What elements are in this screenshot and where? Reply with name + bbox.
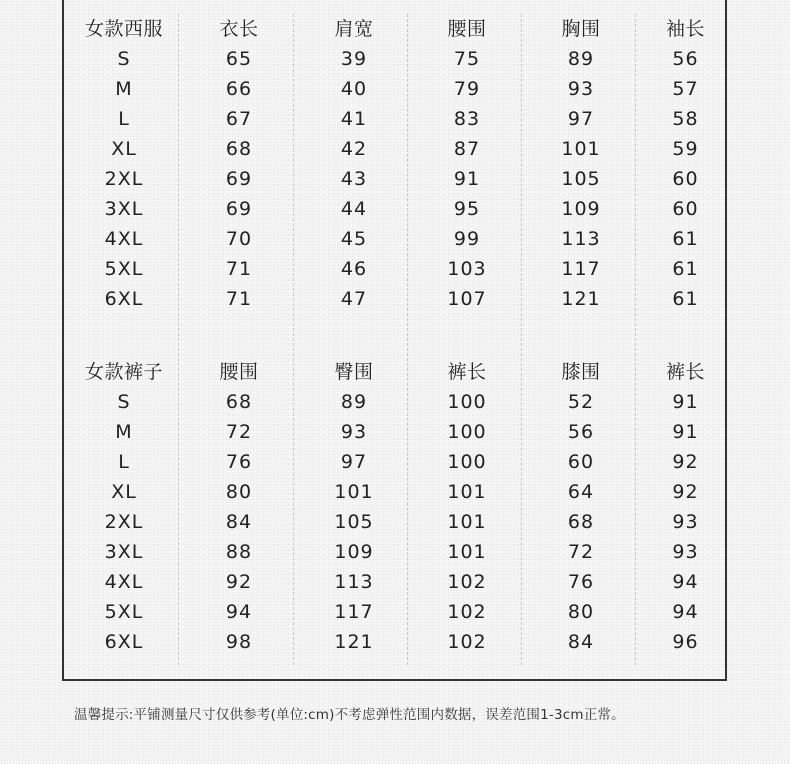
- pants-size-label: 2XL: [104, 511, 144, 533]
- pants-measure-cell: 101: [447, 481, 487, 503]
- jacket-measure-cell: 45: [340, 228, 368, 250]
- pants-table-row: [64, 387, 729, 417]
- jacket-measure-cell: 43: [340, 168, 368, 190]
- jacket-measure-cell: 71: [225, 258, 253, 280]
- jacket-measure-cell: 93: [567, 78, 595, 100]
- pants-header-cell: 膝围: [561, 361, 601, 383]
- jacket-measure-cell: 121: [561, 288, 601, 310]
- pants-measure-cell: 88: [225, 541, 253, 563]
- jacket-measure-cell: 83: [453, 108, 481, 130]
- pants-measure-cell: 80: [567, 601, 595, 623]
- pants-table-row: [64, 567, 729, 597]
- jacket-measure-cell: 70: [225, 228, 253, 250]
- jacket-measure-cell: 89: [567, 48, 595, 70]
- pants-measure-cell: 92: [672, 481, 699, 503]
- pants-measure-cell: 93: [672, 541, 699, 563]
- pants-measure-cell: 98: [225, 631, 253, 653]
- jacket-size-label: M: [115, 78, 133, 100]
- jacket-measure-cell: 67: [225, 108, 253, 130]
- pants-measure-cell: 80: [225, 481, 253, 503]
- jacket-measure-cell: 97: [567, 108, 595, 130]
- jacket-measure-cell: 39: [340, 48, 368, 70]
- jacket-header-cell: 肩宽: [334, 18, 374, 40]
- pants-header-cell: 腰围: [219, 361, 259, 383]
- pants-measure-cell: 102: [447, 571, 487, 593]
- jacket-header-row: [64, 14, 729, 44]
- pants-measure-cell: 94: [672, 601, 699, 623]
- pants-measure-cell: 101: [334, 481, 374, 503]
- pants-measure-cell: 100: [447, 421, 487, 443]
- pants-measure-cell: 102: [447, 631, 487, 653]
- pants-table-row: [64, 477, 729, 507]
- pants-measure-cell: 52: [567, 391, 595, 413]
- pants-measure-cell: 97: [340, 451, 368, 473]
- jacket-measure-cell: 105: [561, 168, 601, 190]
- jacket-measure-cell: 95: [453, 198, 481, 220]
- pants-measure-cell: 56: [567, 421, 595, 443]
- pants-header-row: [64, 357, 729, 387]
- pants-size-label: 3XL: [104, 541, 144, 563]
- pants-measure-cell: 91: [672, 391, 699, 413]
- pants-measure-cell: 89: [340, 391, 368, 413]
- jacket-size-label: S: [117, 48, 131, 70]
- pants-size-label: L: [118, 451, 130, 473]
- jacket-header-cell: 腰围: [447, 18, 487, 40]
- pants-size-label: M: [115, 421, 133, 443]
- jacket-header-cell: 胸围: [561, 18, 601, 40]
- jacket-size-label: 6XL: [104, 288, 144, 310]
- jacket-table-row: [64, 254, 729, 284]
- jacket-table-row: [64, 134, 729, 164]
- pants-measure-cell: 68: [567, 511, 595, 533]
- pants-measure-cell: 93: [340, 421, 368, 443]
- jacket-measure-cell: 46: [340, 258, 368, 280]
- jacket-measure-cell: 75: [453, 48, 481, 70]
- pants-measure-cell: 101: [447, 541, 487, 563]
- pants-measure-cell: 121: [334, 631, 374, 653]
- jacket-measure-cell: 60: [672, 168, 699, 190]
- pants-size-label: S: [117, 391, 131, 413]
- jacket-table-row: [64, 74, 729, 104]
- jacket-header-cell: 女款西服: [84, 18, 163, 40]
- pants-measure-cell: 72: [567, 541, 595, 563]
- pants-measure-cell: 84: [225, 511, 253, 533]
- jacket-measure-cell: 61: [672, 288, 699, 310]
- jacket-measure-cell: 109: [561, 198, 601, 220]
- jacket-header-cell: 衣长: [219, 18, 259, 40]
- pants-table-row: [64, 597, 729, 627]
- pants-measure-cell: 76: [567, 571, 595, 593]
- pants-measure-cell: 96: [672, 631, 699, 653]
- jacket-size-label: 2XL: [104, 168, 144, 190]
- jacket-measure-cell: 79: [453, 78, 481, 100]
- jacket-measure-cell: 91: [453, 168, 481, 190]
- pants-measure-cell: 105: [334, 511, 374, 533]
- jacket-measure-cell: 87: [453, 138, 481, 160]
- pants-header-cell: 臀围: [334, 361, 374, 383]
- jacket-size-label: L: [118, 108, 130, 130]
- jacket-table-row: [64, 44, 729, 74]
- jacket-table-row: [64, 104, 729, 134]
- jacket-measure-cell: 61: [672, 228, 699, 250]
- jacket-measure-cell: 101: [561, 138, 601, 160]
- pants-measure-cell: 102: [447, 601, 487, 623]
- pants-measure-cell: 100: [447, 391, 487, 413]
- pants-size-label: 5XL: [104, 601, 144, 623]
- pants-measure-cell: 94: [225, 601, 253, 623]
- jacket-measure-cell: 58: [672, 108, 699, 130]
- pants-size-label: 4XL: [104, 571, 144, 593]
- pants-header-cell: 女款裤子: [84, 361, 163, 383]
- jacket-measure-cell: 60: [672, 198, 699, 220]
- jacket-table-row: [64, 164, 729, 194]
- pants-measure-cell: 76: [225, 451, 253, 473]
- jacket-measure-cell: 65: [225, 48, 253, 70]
- jacket-measure-cell: 99: [453, 228, 481, 250]
- pants-measure-cell: 94: [672, 571, 699, 593]
- pants-measure-cell: 109: [334, 541, 374, 563]
- jacket-measure-cell: 103: [447, 258, 487, 280]
- pants-measure-cell: 117: [334, 601, 374, 623]
- pants-size-table: [64, 357, 729, 657]
- jacket-measure-cell: 107: [447, 288, 487, 310]
- pants-measure-cell: 92: [225, 571, 253, 593]
- jacket-measure-cell: 117: [561, 258, 601, 280]
- jacket-size-label: XL: [111, 138, 137, 160]
- jacket-measure-cell: 42: [340, 138, 368, 160]
- jacket-size-label: 3XL: [104, 198, 144, 220]
- jacket-measure-cell: 57: [672, 78, 699, 100]
- jacket-measure-cell: 68: [225, 138, 253, 160]
- pants-header-cell: 裤长: [447, 361, 487, 383]
- jacket-size-label: 5XL: [104, 258, 144, 280]
- jacket-size-table: [64, 14, 729, 314]
- jacket-measure-cell: 69: [225, 198, 253, 220]
- jacket-measure-cell: 44: [340, 198, 368, 220]
- pants-measure-cell: 101: [447, 511, 487, 533]
- size-footnote: 温馨提示:平铺测量尺寸仅供参考(单位:cm)不考虑弹性范围内数据，误差范围1-3cm正常。: [74, 707, 625, 723]
- jacket-measure-cell: 59: [672, 138, 699, 160]
- pants-table-row: [64, 447, 729, 477]
- jacket-header-cell: 袖长: [665, 18, 705, 40]
- pants-table-row: [64, 537, 729, 567]
- jacket-measure-cell: 113: [561, 228, 601, 250]
- pants-measure-cell: 68: [225, 391, 253, 413]
- pants-table-row: [64, 507, 729, 537]
- jacket-measure-cell: 41: [340, 108, 368, 130]
- jacket-table-row: [64, 194, 729, 224]
- pants-measure-cell: 100: [447, 451, 487, 473]
- jacket-measure-cell: 40: [340, 78, 368, 100]
- pants-measure-cell: 72: [225, 421, 253, 443]
- jacket-measure-cell: 47: [340, 288, 368, 310]
- size-chart-frame: [62, 0, 727, 681]
- pants-size-label: XL: [111, 481, 137, 503]
- jacket-measure-cell: 71: [225, 288, 253, 310]
- jacket-table-row: [64, 224, 729, 254]
- pants-measure-cell: 60: [567, 451, 595, 473]
- jacket-size-label: 4XL: [104, 228, 144, 250]
- jacket-measure-cell: 69: [225, 168, 253, 190]
- jacket-table-row: [64, 284, 729, 314]
- pants-table-row: [64, 627, 729, 657]
- pants-measure-cell: 64: [567, 481, 595, 503]
- pants-table-row: [64, 417, 729, 447]
- jacket-measure-cell: 66: [225, 78, 253, 100]
- pants-size-label: 6XL: [104, 631, 144, 653]
- pants-measure-cell: 92: [672, 451, 699, 473]
- pants-measure-cell: 113: [334, 571, 374, 593]
- jacket-measure-cell: 56: [672, 48, 699, 70]
- pants-header-cell: 裤长: [665, 361, 705, 383]
- pants-measure-cell: 84: [567, 631, 595, 653]
- jacket-measure-cell: 61: [672, 258, 699, 280]
- pants-measure-cell: 93: [672, 511, 699, 533]
- pants-measure-cell: 91: [672, 421, 699, 443]
